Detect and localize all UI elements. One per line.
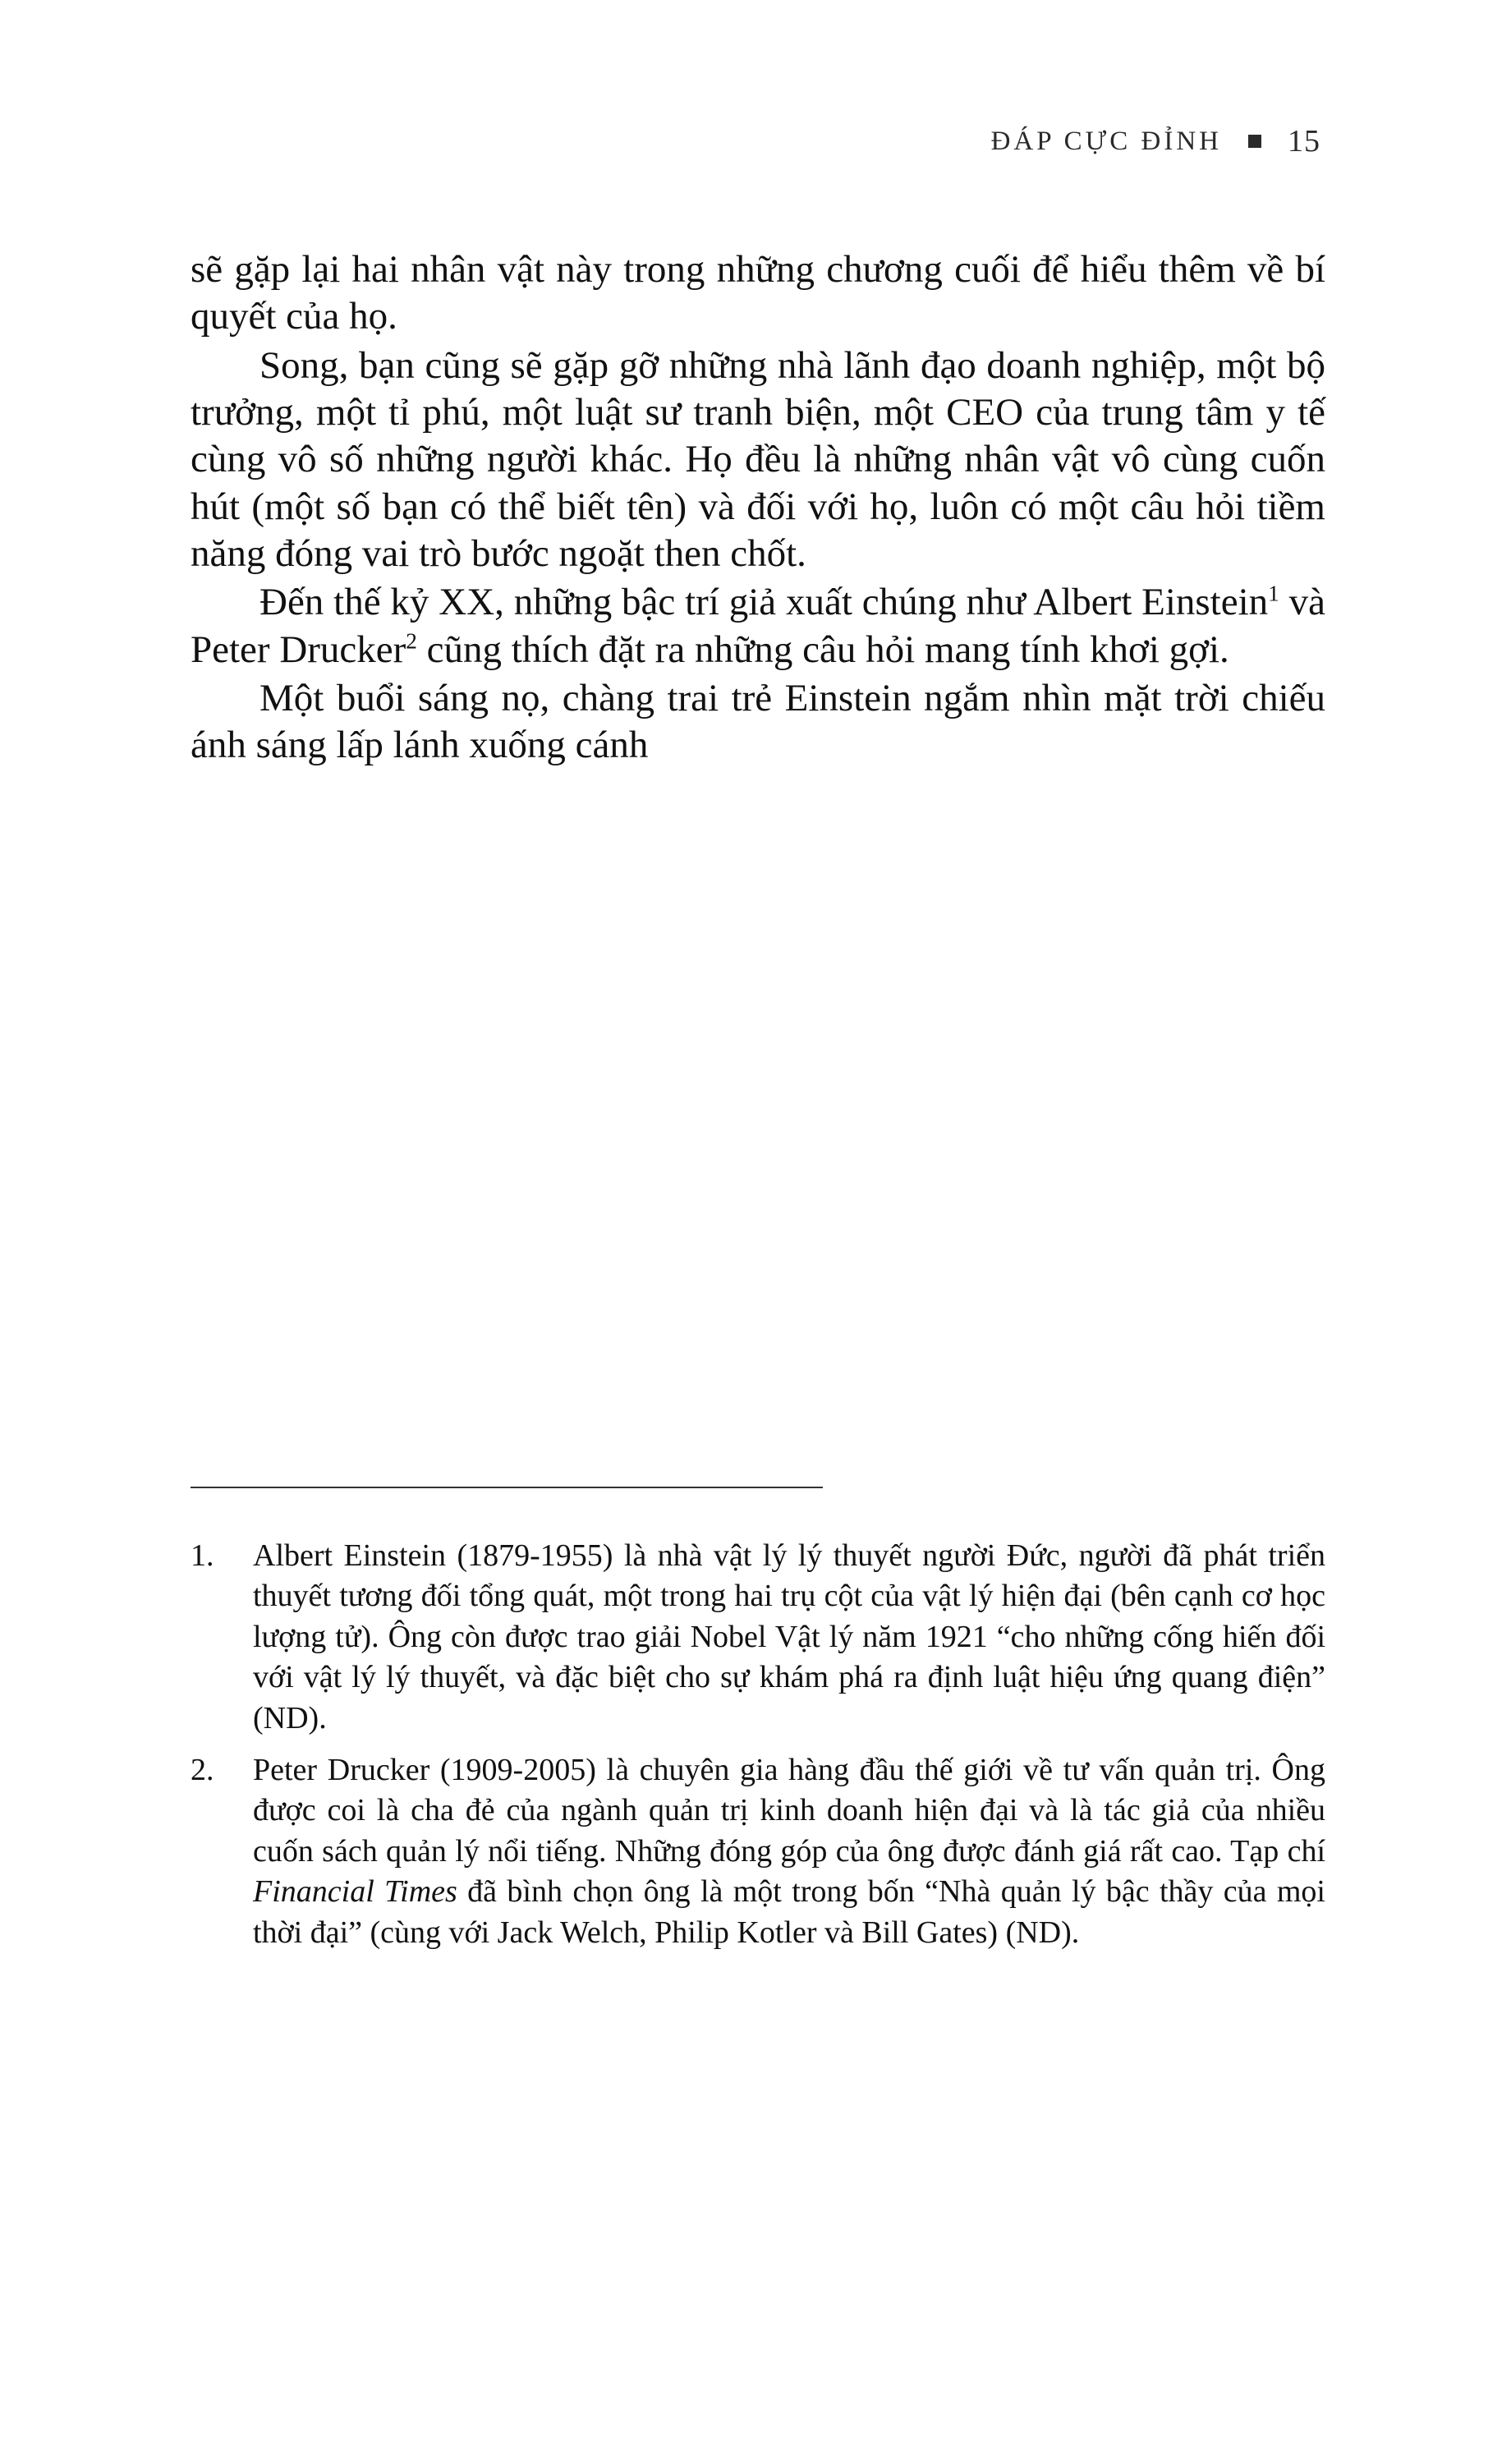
paragraph: Đến thế kỷ XX, những bậc trí giả xuất chúng như Albert Einstein$^1$ và Peter Drucker$^2$ cũng thích đặt ra những câu hỏi mang tính khơi gợi. (191, 581, 1325, 671)
running-head-title: ĐÁP CỰC ĐỈNH (990, 126, 1222, 156)
page-number: 15 (1288, 124, 1320, 159)
footnote-text: Peter Drucker (1909-2005) là chuyên gia hàng đầu thế giới về tư vấn quản trị. Ông được coi là cha đẻ của ngành quản trị kinh doanh hiện đại và là tác giả của nhiều cuốn sách quản lý nổi tiếng. Những đóng góp của ông được đánh giá rất cao. Tạp chí Financial Times đã bình chọn ông là một trong bốn “Nhà quản lý bậc thầy của mọi thời đại” (cùng với Jack Welch, Philip Kotler và Bill Gates) (ND). (253, 1752, 1325, 1950)
paragraph: Song, bạn cũng sẽ gặp gỡ những nhà lãnh đạo doanh nghiệp, một bộ trưởng, một tỉ phú, một luật sư tranh biện, một CEO của trung tâm y tế cùng vô số những người khác. Họ đều là những nhân vật vô cùng cuốn hút (một số bạn có thể biết tên) và đối với họ, luôn có một câu hỏi tiềm năng đóng vai trò bước ngoặt then chốt. (191, 343, 1325, 575)
square-bullet-icon (1248, 135, 1261, 148)
footnotes-block (191, 1536, 1325, 1965)
body-text-column (191, 246, 1325, 770)
footnote-separator-rule (191, 1487, 823, 1488)
running-head (991, 123, 1320, 159)
footnote-text: Albert Einstein (1879-1955) là nhà vật lý lý thuyết người Đức, người đã phát triển thuyết tương đối tổng quát, một trong hai trụ cột của vật lý hiện đại (bên cạnh cơ học lượng tử). Ông còn được trao giải Nobel Vật lý năm 1921 “cho những cống hiến đối với vật lý lý thuyết, và đặc biệt cho sự khám phá ra định luật hiệu ứng quang điện” (ND). (253, 1538, 1325, 1735)
footnote-number: 2. (191, 1752, 214, 1787)
footnote-item (191, 1536, 1325, 1739)
paragraph: Một buổi sáng nọ, chàng trai trẻ Einstein ngắm nhìn mặt trời chiếu ánh sáng lấp lánh xuống cánh (191, 676, 1325, 767)
paragraph: sẽ gặp lại hai nhân vật này trong những chương cuối để hiểu thêm về bí quyết của họ. (191, 248, 1325, 338)
footnote-number: 1. (191, 1538, 214, 1573)
footnote-item (191, 1750, 1325, 1953)
